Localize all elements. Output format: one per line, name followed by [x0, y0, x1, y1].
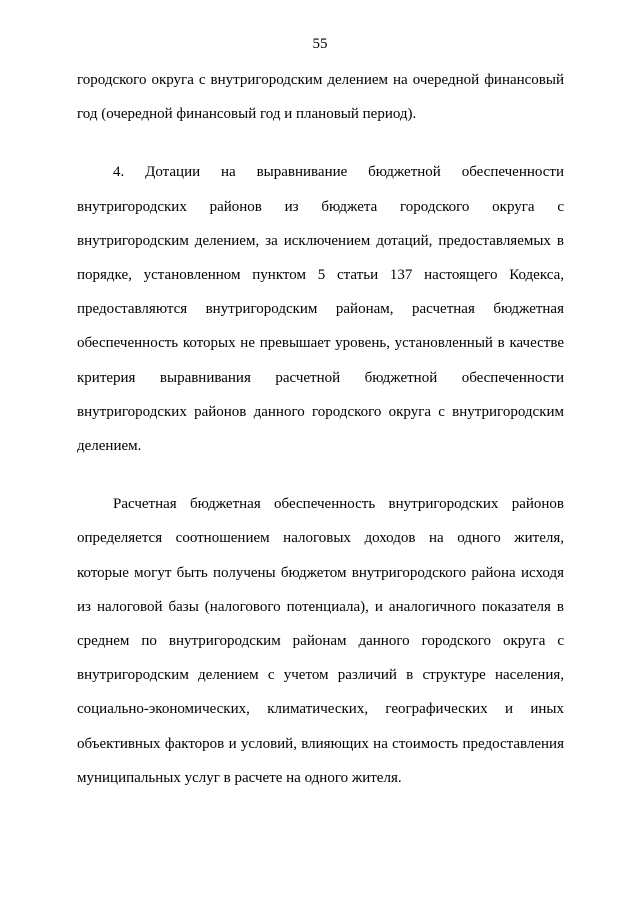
text-line: 4. Дотации на выравнивание бюджетной обеспеченности — [113, 164, 564, 181]
text-line: предоставляются внутригородским районам, расчетная бюджетная — [77, 301, 564, 318]
text-line: внутригородским делением, за исключением дотаций, предоставляемых в — [77, 232, 564, 249]
text-line: внутригородских районов данного городского округа с внутригородским — [77, 403, 564, 420]
text-line: определяется соотношением налоговых доходов на одного жителя, — [77, 530, 564, 547]
paragraph-3 — [77, 487, 564, 795]
paragraph-2 — [77, 155, 564, 463]
paragraph-1 — [77, 63, 564, 131]
text-line: социально-экономических, климатических, географических и иных — [77, 701, 564, 718]
document-body — [77, 63, 564, 819]
page-number: 55 — [312, 36, 328, 52]
text-line: среднем по внутригородским районам данного городского округа с — [77, 633, 564, 650]
text-line: критерия выравнивания расчетной бюджетной обеспеченности — [77, 369, 564, 386]
text-line: которые могут быть получены бюджетом внутригородского района исходя — [77, 564, 564, 581]
text-line: городского округа с внутригородским делением на очередной финансовый — [77, 72, 564, 88]
text-line: из налоговой базы (налогового потенциала), и аналогичного показателя в — [77, 598, 564, 615]
text-line: объективных факторов и условий, влияющих на стоимость предоставления — [77, 735, 564, 752]
text-line: внутригородских районов из бюджета городского округа с — [77, 198, 564, 215]
text-line: год (очередной финансовый год и плановый период). — [77, 106, 417, 123]
text-line: обеспеченность которых не превышает уровень, установленный в качестве — [77, 335, 564, 352]
text-line: внутригородским делением с учетом различий в структуре населения, — [77, 667, 564, 684]
text-line: муниципальных услуг в расчете на одного жителя. — [77, 769, 402, 786]
text-line: Расчетная бюджетная обеспеченность внутригородских районов — [113, 496, 564, 513]
text-line: порядке, установленном пунктом 5 статьи 137 настоящего Кодекса, — [77, 267, 564, 284]
text-line: делением. — [77, 438, 142, 455]
